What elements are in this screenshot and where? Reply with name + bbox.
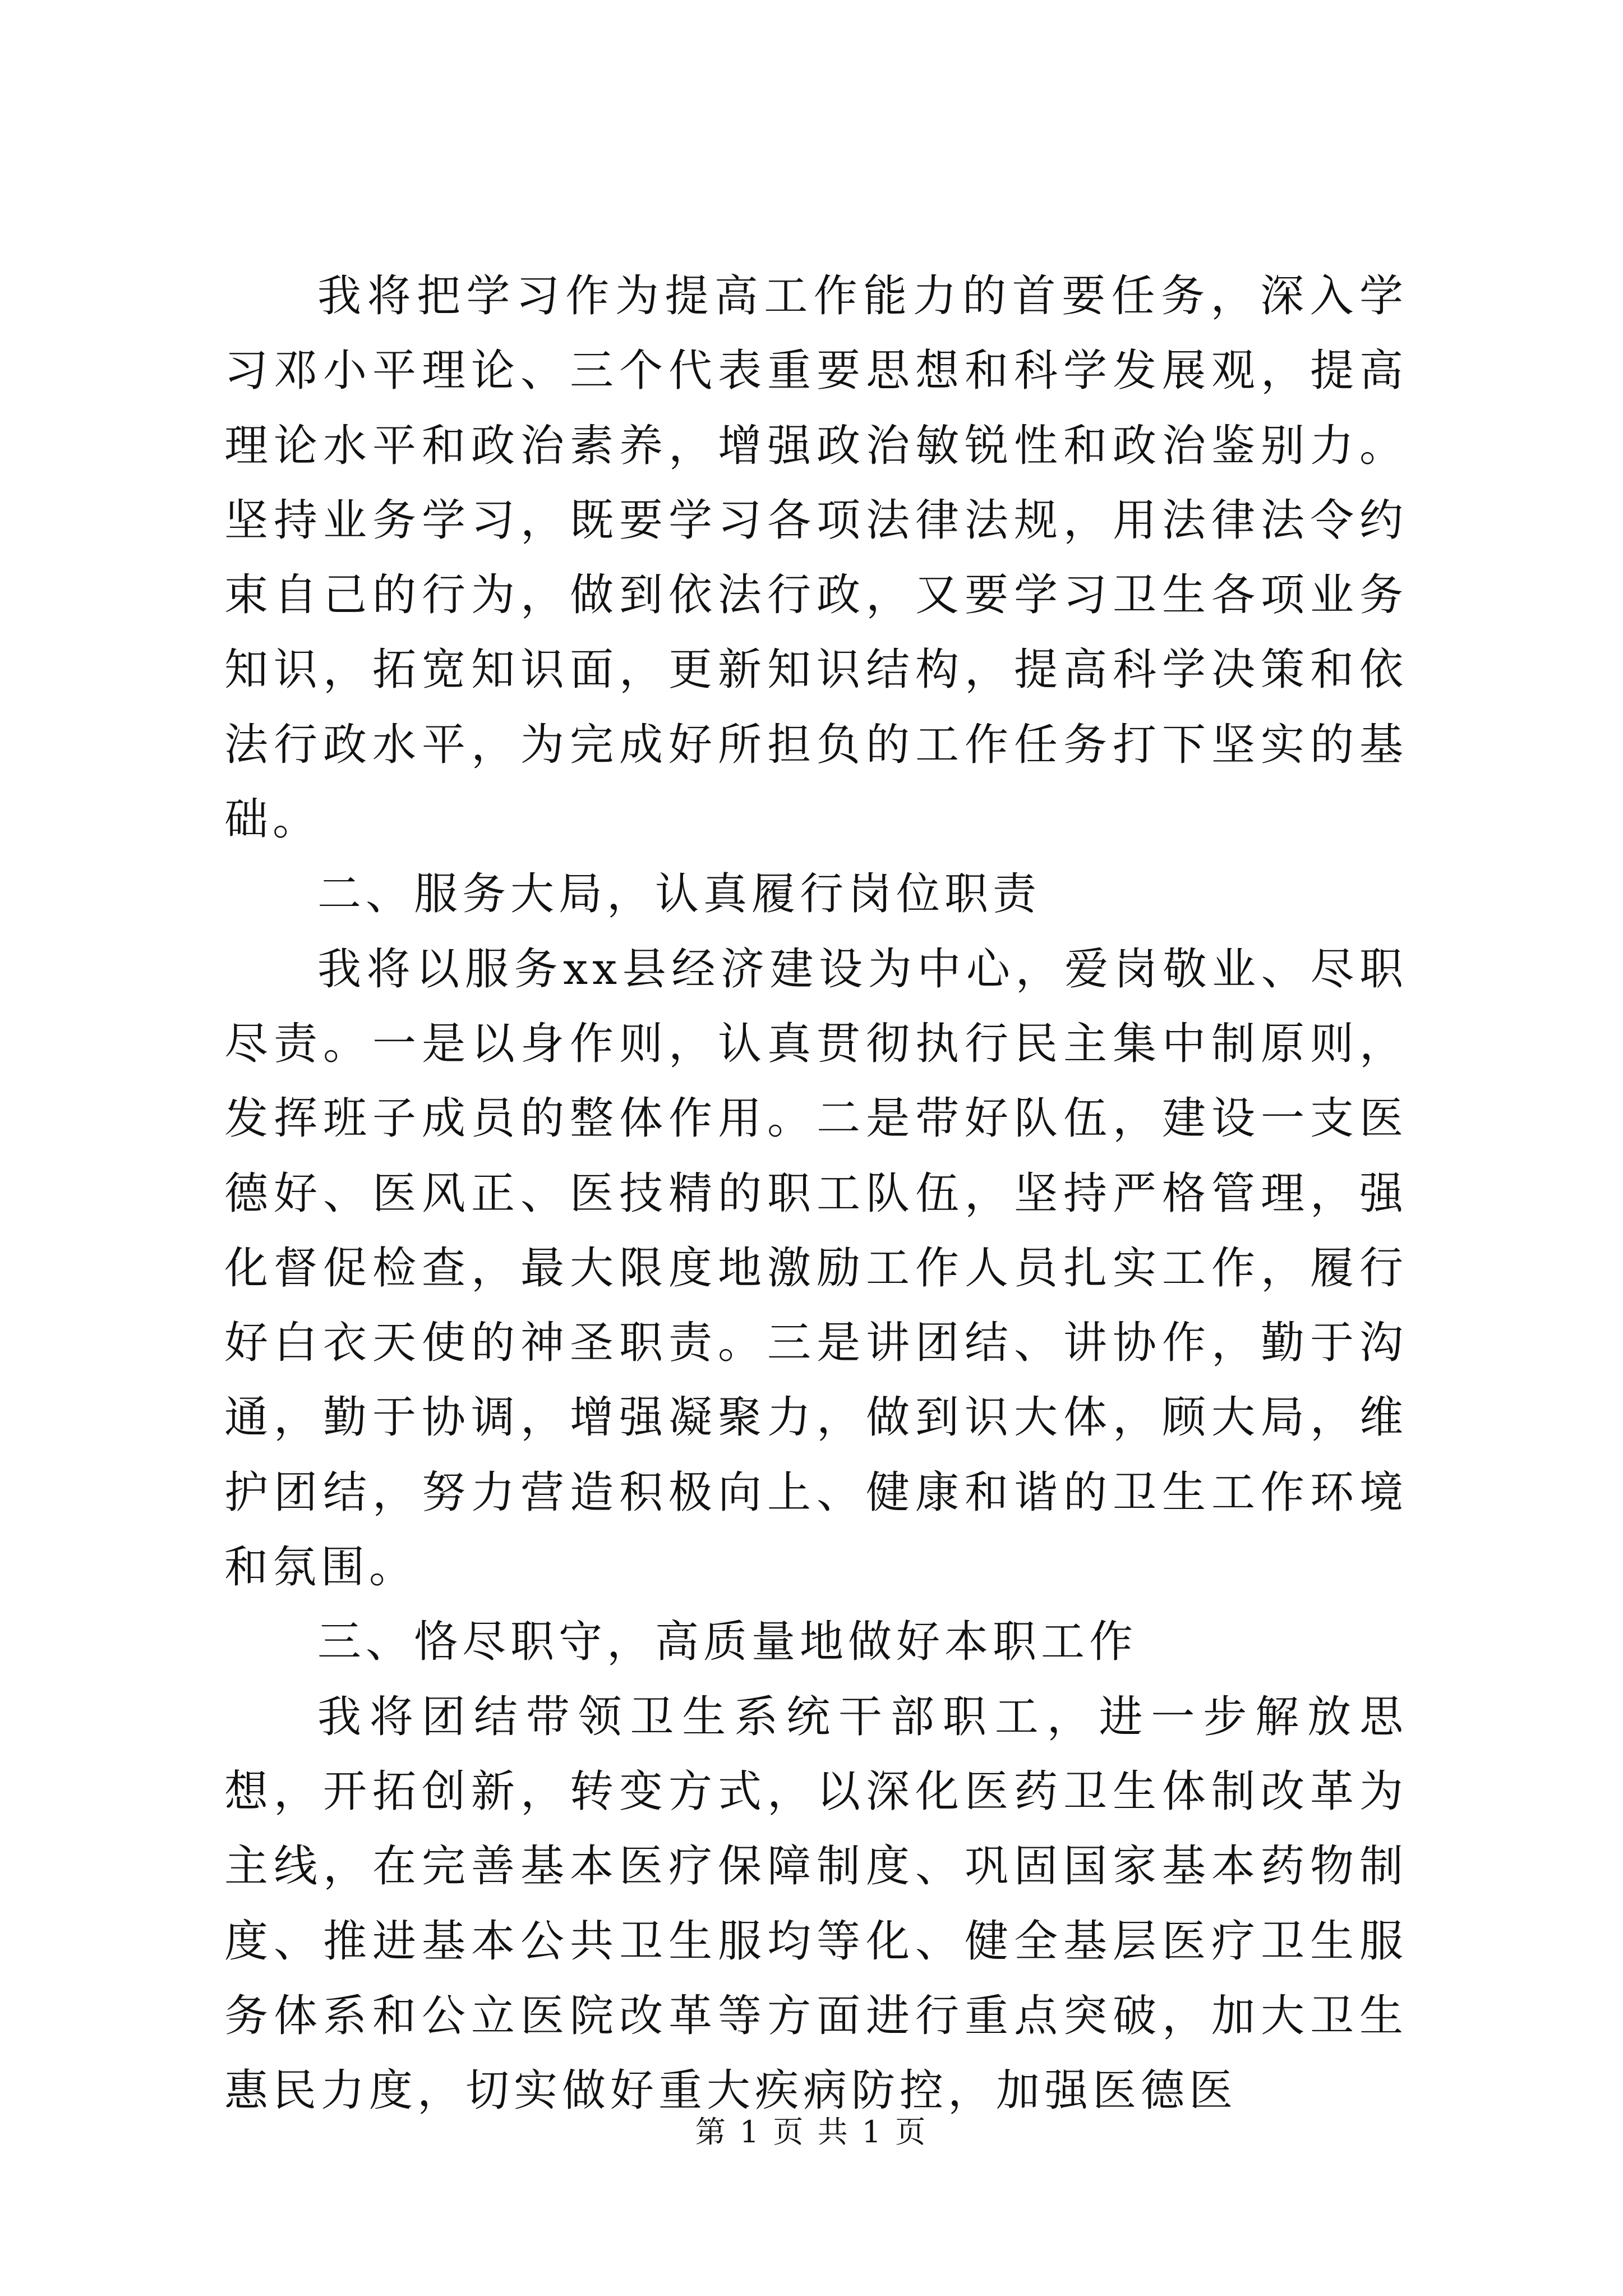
document-body	[224, 259, 1408, 2128]
page-footer: 第 1 页 共 1 页	[695, 2114, 928, 2150]
paragraph-duty: 我将团结带领卫生系统干部职工，进一步解放思想，开拓创新，转变方式，以深化医药卫生体制改革为主线，在完善基本医疗保障制度、巩固国家基本药物制度、推进基本公共卫生服均等化、健全基层医疗卫生服务体系和公立医院改革等方面进行重点突破，加大卫生惠民力度，切实做好重大疾病防控，加强医德医	[224, 1691, 1408, 2116]
paragraph-study: 我将把学习作为提高工作能力的首要任务，深入学习邓小平理论、三个代表重要思想和科学发展观，提高理论水平和政治素养，增强政治敏锐性和政治鉴别力。坚持业务学习，既要学习各项法律法规，用法律法令约束自己的行为，做到依法行政，又要学习卫生各项业务知识，拓宽知识面，更新知识结构，提高科学决策和依法行政水平，为完成好所担负的工作任务打下坚实的基础。	[224, 271, 1408, 845]
section-heading-3: 三、恪尽职守，高质量地做好本职工作	[317, 1617, 1138, 1668]
section-heading-2: 二、服务大局，认真履行岗位职责	[317, 869, 1041, 920]
paragraph-service: 我将以服务xx县经济建设为中心，爱岗敬业、尽职尽责。一是以身作则，认真贯彻执行民主集中制原则，发挥班子成员的整体作用。二是带好队伍，建设一支医德好、医风正、医技精的职工队伍，坚持严格管理，强化督促检查，最大限度地激励工作人员扎实工作，履行好白衣天使的神圣职责。三是讲团结、讲协作，勤于沟通，勤于协调，增强凝聚力，做到识大体，顾大局，维护团结，努力营造积极向上、健康和谐的卫生工作环境和氛围。	[224, 944, 1408, 1593]
